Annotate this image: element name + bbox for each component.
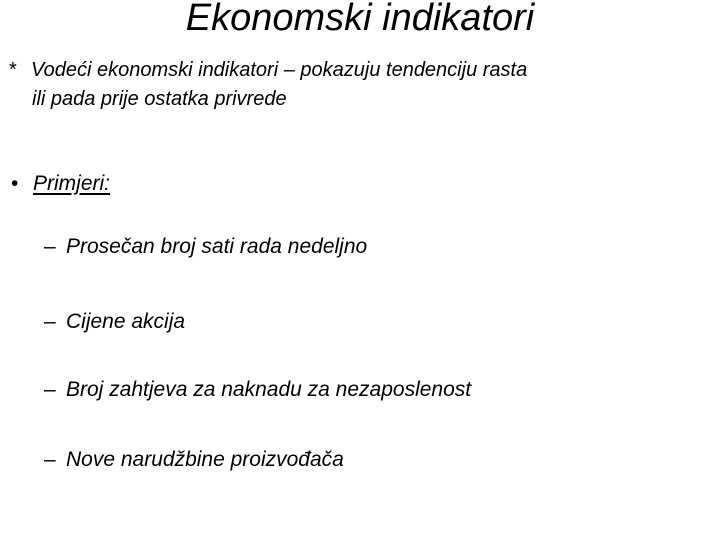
- example-item-text: Cijene akcija: [66, 310, 186, 333]
- example-item-text: Nove narudžbine proizvođača: [66, 448, 344, 471]
- dash-marker: –: [44, 310, 56, 333]
- main-bullet-line-1: Vodeći ekonomski indikatori – pokazuju tendenciju rasta: [31, 59, 528, 81]
- examples-heading: [11, 170, 110, 198]
- asterisk-marker: *: [9, 59, 17, 81]
- example-item-text: Broj zahtjeva za naknadu za nezaposlenost: [66, 378, 472, 401]
- example-item: [44, 308, 185, 336]
- example-item: [44, 376, 471, 404]
- slide-title: Ekonomski indikatori: [185, 0, 535, 39]
- example-item-text: Prosečan broj sati rada nedeljno: [66, 235, 368, 258]
- example-item: [44, 446, 344, 474]
- example-item: [44, 233, 367, 261]
- dash-marker: –: [44, 378, 56, 401]
- dash-marker: –: [44, 235, 56, 258]
- examples-label: Primjeri:: [33, 172, 110, 195]
- main-bullet-line-2: ili pada prije ostatka privrede: [32, 88, 287, 110]
- dash-marker: –: [44, 448, 56, 471]
- bullet-dot-icon: •: [11, 172, 19, 195]
- main-bullet: [9, 56, 527, 114]
